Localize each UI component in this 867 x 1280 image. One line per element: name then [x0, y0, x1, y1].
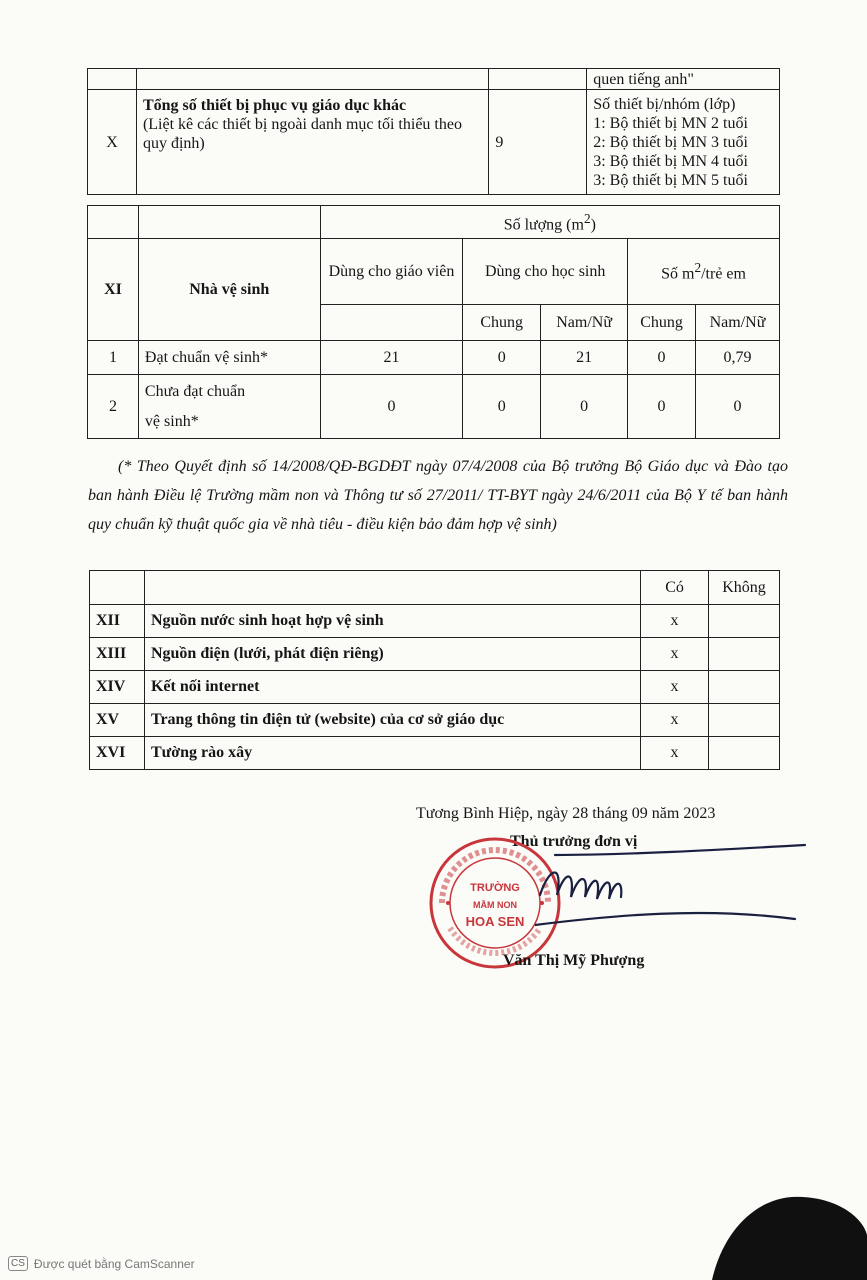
table-row [90, 638, 780, 671]
sub-chung: Chung [628, 305, 696, 341]
footnote [88, 452, 788, 539]
row-value: 21 [541, 341, 628, 375]
sub-namnu: Nam/Nữ [696, 305, 780, 341]
table-row [88, 375, 780, 439]
svg-text:TRƯỜNG: TRƯỜNG [470, 882, 520, 894]
section-roman: XI [88, 239, 139, 341]
row-note: (Liệt kê các thiết bị ngoài danh mục tối thiểu theo quy định) [142, 116, 462, 152]
cell-detail: quen tiếng anh" [587, 69, 780, 90]
row-roman: XVI [90, 737, 145, 770]
row-label: Nguồn điện (lưới, phát điện riêng) [144, 638, 640, 671]
row-no: 1 [88, 341, 139, 375]
scanner-watermark [8, 1256, 195, 1271]
row-label: Chưa đạt chuẩn vệ sinh* [138, 375, 320, 439]
row-count: 9 [489, 90, 587, 195]
row-value: 0 [320, 375, 463, 439]
detail-line: 1: Bộ thiết bị MN 2 tuổi [593, 114, 748, 132]
per-child-header: Số $m^2$/trẻ em [628, 239, 780, 305]
table-row [88, 206, 780, 239]
detail-line: Số thiết bị/nhóm (lớp) [593, 95, 736, 113]
row-label: Đạt chuẩn vệ sinh* [138, 341, 320, 375]
row-yes: x [641, 737, 709, 770]
row-roman: XV [90, 704, 145, 737]
row-no [709, 638, 780, 671]
row-label: Trang thông tin điện tử (website) của cơ sở giáo dục [144, 704, 640, 737]
sanitation-table [87, 205, 780, 439]
table-row [88, 239, 780, 305]
qty-header: Số lượng $(m^2)$ [320, 206, 779, 239]
camscanner-logo-icon: CS [8, 1256, 28, 1271]
teacher-header: Dùng cho giáo viên [320, 239, 463, 305]
table-row [88, 69, 780, 90]
row-yes: x [641, 671, 709, 704]
row-label: Nguồn nước sinh hoạt hợp vệ sinh [144, 605, 640, 638]
equipment-table [87, 68, 780, 195]
row-details [587, 90, 780, 195]
row-no [709, 605, 780, 638]
table-row [90, 704, 780, 737]
detail-line: 2: Bộ thiết bị MN 3 tuổi [593, 133, 748, 151]
row-value: 0 [541, 375, 628, 439]
row-value: 0 [463, 375, 541, 439]
table-row [90, 737, 780, 770]
row-value: 0,79 [696, 341, 780, 375]
watermark-text: Được quét bằng CamScanner [33, 1256, 195, 1271]
facilities-table [89, 570, 780, 770]
detail-line: 3: Bộ thiết bị MN 4 tuổi [593, 152, 748, 170]
row-value: 0 [628, 341, 696, 375]
svg-text:HOA SEN: HOA SEN [465, 914, 525, 929]
table-row [88, 341, 780, 375]
row-title-cell [136, 90, 488, 195]
row-yes: x [641, 605, 709, 638]
row-yes: x [641, 638, 709, 671]
row-value: 0 [628, 375, 696, 439]
section-title: Nhà vệ sinh [138, 239, 320, 341]
sub-namnu: Nam/Nữ [541, 305, 628, 341]
row-label: Kết nối internet [144, 671, 640, 704]
row-roman: X [88, 90, 137, 195]
handwritten-signature-icon [535, 835, 815, 930]
row-no [709, 671, 780, 704]
row-roman: XIV [90, 671, 145, 704]
signer-title: Thủ trưởng đơn vị [510, 833, 638, 850]
col-yes: Có [641, 571, 709, 605]
detail-line: 3: Bộ thiết bị MN 5 tuổi [593, 171, 748, 189]
col-no: Không [709, 571, 780, 605]
row-roman: XIII [90, 638, 145, 671]
row-value: 0 [463, 341, 541, 375]
row-label: Tường rào xây [144, 737, 640, 770]
row-yes: x [641, 704, 709, 737]
row-roman: XII [90, 605, 145, 638]
row-value: 0 [696, 375, 780, 439]
row-value: 21 [320, 341, 463, 375]
row-title: Tổng số thiết bị phục vụ giáo dục khác [142, 97, 407, 114]
row-no [709, 704, 780, 737]
row-no: 2 [88, 375, 139, 439]
row-no [709, 737, 780, 770]
svg-text:MẦM NON: MẦM NON [473, 900, 517, 910]
table-row [90, 605, 780, 638]
table-row [90, 671, 780, 704]
footnote-text: (* Theo Quyết định số 14/2008/QĐ-BGDĐT ngày 07/4/2008 của Bộ trưởng Bộ Giáo dục và Đào tạo ban hành Điều lệ Trường mầm non và Thông tư số 27/2011/ TT-BYT ngày 24/6/2011 của Bộ Y tế ban hành quy chuẩn kỹ thuật quốc gia về nhà tiêu - điều kiện bảo đảm hợp vệ sinh) [88, 458, 788, 533]
dark-blot-icon [712, 1195, 867, 1280]
table-row-x [88, 90, 780, 195]
table-row [90, 571, 780, 605]
place-date: Tương Bình Hiệp, ngày 28 tháng 09 năm 2023 [416, 805, 716, 822]
signer-name: Văn Thị Mỹ Phượng [503, 952, 645, 969]
student-header: Dùng cho học sinh [463, 239, 628, 305]
sub-chung: Chung [463, 305, 541, 341]
